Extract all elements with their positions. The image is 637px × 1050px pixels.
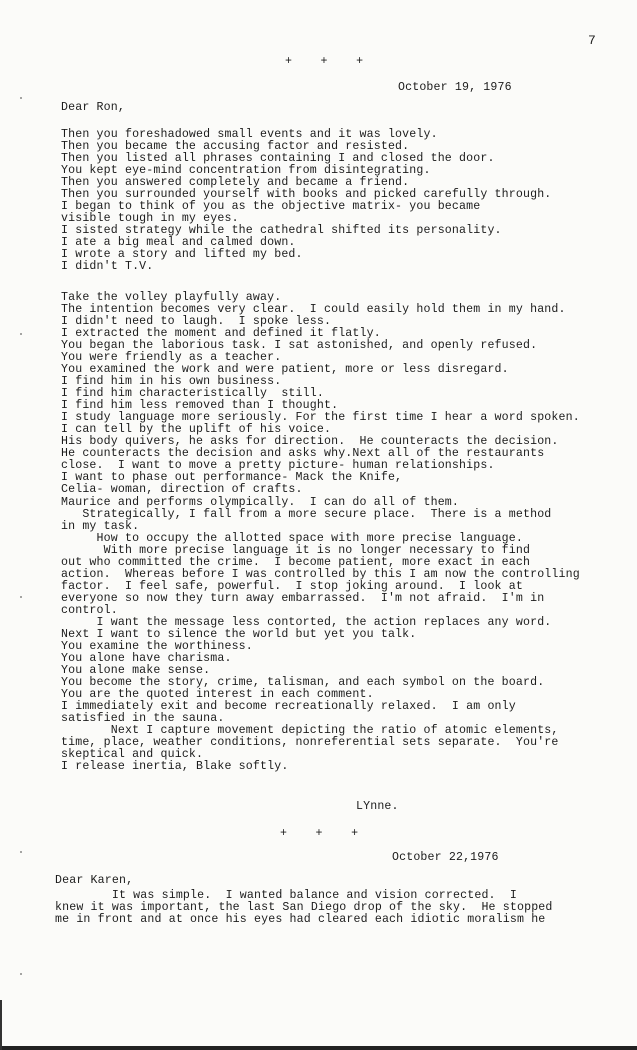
scan-speck: [20, 851, 22, 853]
text-line: I find him less removed than I thought.: [61, 399, 339, 413]
text-line: I didn't need to laugh. I spoke less.: [61, 315, 332, 329]
text-line: I study language more seriously. For the first time I hear a word spoken.: [61, 411, 580, 425]
text-line: I didn't T.V.: [61, 260, 154, 273]
text-line: I ate a big meal and calmed down.: [61, 236, 296, 249]
text-line: He counteracts the decision and asks why.Next all of the restaurants: [61, 447, 545, 461]
text-line: You are the quoted interest in each comment.: [61, 687, 374, 701]
text-line: You examined the work and were patient, more or less disregard.: [61, 363, 509, 377]
text-line: Then you foreshadowed small events and it was lovely.: [61, 128, 438, 141]
letter-date: October 19, 1976: [398, 81, 512, 94]
letter-date-2: October 22,1976: [392, 851, 499, 864]
text-line: I extracted the moment and defined it flatly.: [61, 327, 381, 341]
text-line: Next I capture movement depicting the ratio of atomic elements,: [61, 724, 559, 738]
signature: LYnne.: [356, 800, 399, 813]
scan-bottom-edge: [0, 1046, 637, 1050]
text-line: You were friendly as a teacher.: [61, 351, 282, 365]
text-line: satisfied in the sauna.: [61, 712, 225, 726]
text-line: His body quivers, he asks for direction. He counteracts the decision.: [61, 435, 559, 449]
text-line: Then you answered completely and became a friend.: [61, 176, 410, 189]
text-line: Then you listed all phrases containing I and closed the door.: [61, 152, 495, 165]
text-line: You examine the worthiness.: [61, 639, 253, 653]
text-line: I immediately exit and become recreationally relaxed. I am only: [61, 700, 516, 714]
text-line: You alone have charisma.: [61, 651, 232, 665]
text-line: The intention becomes very clear. I could easily hold them in my hand.: [61, 303, 566, 317]
text-line: I sisted strategy while the cathedral shifted its personality.: [61, 224, 502, 237]
section-separator-2: + + +: [280, 827, 359, 840]
text-line: I want to phase out performance- Mack the Knife,: [61, 471, 403, 485]
section-separator: + + +: [285, 55, 364, 68]
text-line: action. Whereas before I was controlled by this I am now the controlling: [61, 567, 580, 581]
text-line: I release inertia, Blake softly.: [61, 760, 289, 774]
text-line: You alone make sense.: [61, 663, 211, 677]
text-line: With more precise language it is no longer necessary to find: [61, 543, 531, 557]
text-line: Take the volley playfully away.: [61, 291, 282, 304]
text-line: I wrote a story and lifted my bed.: [61, 248, 303, 261]
text-line: I find him in his own business.: [61, 375, 282, 389]
text-line: I can tell by the uplift of his voice.: [61, 423, 332, 437]
text-line: everyone so now they turn away embarrassed. I'm not afraid. I'm in: [61, 591, 545, 605]
text-line: You began the laborious task. I sat astonished, and openly refused.: [61, 339, 538, 353]
text-line: visible tough in my eyes.: [61, 212, 239, 225]
text-line: Next I want to silence the world but yet you talk.: [61, 627, 417, 641]
text-line: You become the story, crime, talisman, and each symbol on the board.: [61, 675, 545, 689]
text-line: knew it was important, the last San Diego drop of the sky. He stopped: [55, 901, 553, 914]
text-line: Maurice and performs olympically. I can do all of them.: [61, 495, 460, 509]
text-line: me in front and at once his eyes had cleared each idiotic moralism he: [55, 913, 546, 926]
text-line: You kept eye-mind concentration from disintegrating.: [61, 164, 431, 177]
text-line: in my task.: [61, 519, 140, 533]
text-line: Then you surrounded yourself with books and picked carefully through.: [61, 188, 552, 201]
salutation: Dear Ron,: [61, 101, 125, 114]
page-number: 7: [588, 33, 596, 48]
text-line: factor. I feel safe, powerful. I stop joking around. I look at: [61, 579, 523, 593]
text-line: Strategically, I fall from a more secure place. There is a method: [61, 507, 552, 521]
text-line: close. I want to move a pretty picture- human relationships.: [61, 459, 495, 473]
text-line: out who committed the crime. I become patient, more exact in each: [61, 555, 531, 569]
text-line: time, place, weather conditions, nonreferential sets separate. You're: [61, 736, 559, 750]
text-line: skeptical and quick.: [61, 748, 204, 762]
scan-speck: [20, 97, 22, 99]
scan-speck: [20, 333, 22, 335]
text-line: Celia- woman, direction of crafts.: [61, 483, 303, 497]
scan-speck: [20, 596, 22, 598]
text-line: I began to think of you as the objective matrix- you became: [61, 200, 481, 213]
scan-left-edge: [0, 1000, 2, 1050]
text-line: Then you became the accusing factor and resisted.: [61, 140, 410, 153]
text-line: control.: [61, 603, 118, 617]
scan-speck: [20, 973, 22, 975]
text-line: It was simple. I wanted balance and vision corrected. I: [55, 889, 517, 902]
text-line: I want the message less contorted, the action replaces any word.: [61, 615, 552, 629]
salutation-2: Dear Karen,: [55, 874, 134, 887]
text-line: How to occupy the allotted space with more precise language.: [61, 531, 523, 545]
text-line: I find him characteristically still.: [61, 387, 324, 401]
